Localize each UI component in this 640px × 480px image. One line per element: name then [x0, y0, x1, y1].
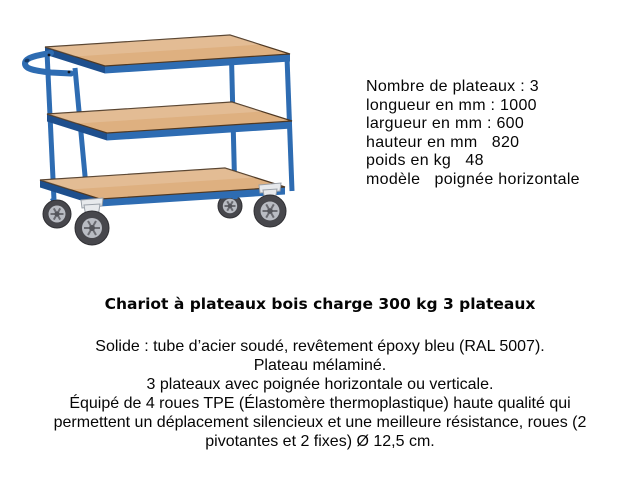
spec-largueur: largueur en mm : 600 — [366, 115, 525, 132]
description-line: 3 plateaux avec poignée horizontale ou verticale. — [146, 376, 494, 393]
product-title: Chariot à plateaux bois charge 300 kg 3 plateaux — [104, 295, 536, 313]
handle-screw — [68, 71, 71, 74]
description-line: permettent un déplacement silencieux et une meilleure résistance, roues (2 — [53, 414, 587, 431]
spec-longueur: longueur en mm : 1000 — [366, 96, 537, 114]
product-description — [0, 337, 640, 451]
wheel-hubcap — [54, 211, 59, 216]
wheel-back-left — [43, 198, 71, 228]
shelf-middle — [47, 102, 292, 141]
description-line: Équipé de 4 roues TPE (Élastomère thermoplastique) haute qualité qui — [69, 395, 571, 412]
spec-poids: poids en kg 48 — [366, 152, 484, 169]
description-line: Plateau mélaminé. — [253, 357, 387, 374]
spec-modele: modèle poignée horizontale — [366, 170, 580, 188]
description-line: pivotantes et 2 fixes) Ø 12,5 cm. — [205, 433, 435, 450]
wheel-hubcap — [228, 204, 232, 208]
wheel-hubcap — [267, 208, 273, 214]
spec-hauteur: hauteur en mm 820 — [366, 133, 520, 151]
spec-nombre-plateaux: Nombre de plateaux : 3 — [366, 78, 539, 95]
trolley-product-image — [2, 2, 352, 262]
description-line: Solide : tube d’acier soudé, revêtement époxy bleu (RAL 5007). — [95, 338, 545, 355]
spec-list — [366, 78, 580, 189]
wheel-hubcap — [89, 225, 95, 231]
shelf-bottom — [40, 168, 285, 207]
handle-screw — [48, 54, 51, 57]
shelf-top — [45, 35, 290, 74]
